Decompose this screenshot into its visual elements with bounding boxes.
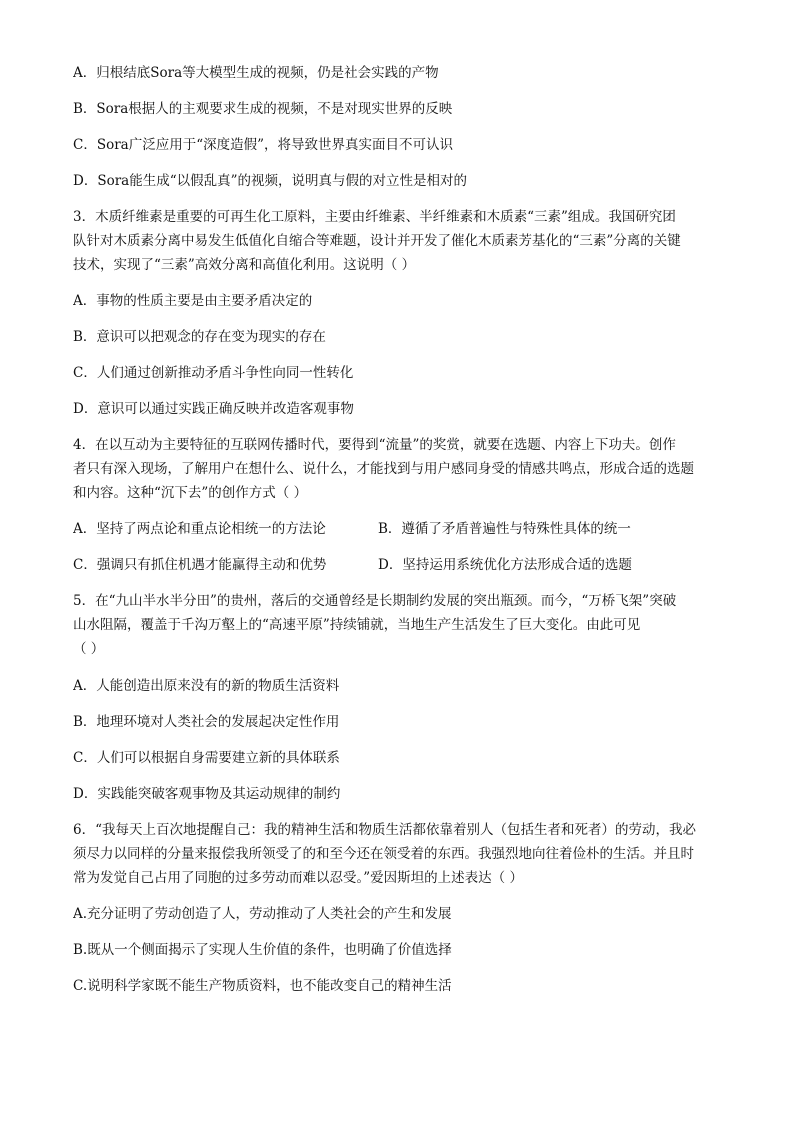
q5-option-a: A．人能创造出原来没有的新的物质生活资料 [73, 678, 340, 694]
q3-option-b: B．意识可以把观念的存在变为现实的存在 [73, 329, 326, 345]
q4-stem-line-2: 者只有深入现场，了解用户在想什么、说什么，才能找到与用户感同身受的情感共鸣点，形成合适的选题 [73, 461, 694, 477]
q3-option-c: C．人们通过创新推动矛盾斗争性向同一性转化 [73, 365, 354, 381]
q6-stem-line-2: 须尽力以同样的分量来报偿我所领受了的和至今还在领受着的东西。我强烈地向往着俭朴的生活。并且时 [73, 846, 694, 862]
q6-stem-line-3: 常为发觉自己占用了同胞的过多劳动而难以忍受。”爱因斯坦的上述表达（ ） [73, 870, 523, 886]
q6-option-a: A.充分证明了劳动创造了人，劳动推动了人类社会的产生和发展 [73, 906, 452, 922]
q3-option-d: D．意识可以通过实践正确反映并改造客观事物 [73, 401, 354, 417]
q3-option-a: A．事物的性质主要是由主要矛盾决定的 [73, 293, 313, 309]
q6-stem-line-1: 6．“我每天上百次地提醒自己：我的精神生活和物质生活都依靠着别人（包括生者和死者）的劳动，我必 [73, 822, 696, 838]
q5-option-c: C．人们可以根据自身需要建立新的具体联系 [73, 750, 340, 766]
q3-stem-line-3: 技术，实现了“三素”高效分离和高值化利用。这说明（ ） [73, 257, 416, 273]
q4-stem-line-1: 4．在以互动为主要特征的互联网传播时代，要得到“流量”的奖赏，就要在选题、内容上下功夫。创作 [73, 437, 676, 453]
q2-option-d: D．Sora能生成“以假乱真”的视频，说明真与假的对立性是相对的 [73, 173, 468, 189]
q3-stem-line-2: 队针对木质素分离中易发生低值化自缩合等难题，设计并开发了催化木质素芳基化的“三素”分离的关键 [73, 233, 681, 249]
q3-stem-line-1: 3．木质纤维素是重要的可再生化工原料，主要由纤维素、半纤维素和木质素“三素”组成。我国研究团 [73, 209, 676, 225]
q2-option-a: A．归根结底Sora等大模型生成的视频，仍是社会实践的产物 [73, 65, 439, 81]
q5-stem-line-1: 5．在“九山半水半分田”的贵州，落后的交通曾经是长期制约发展的突出瓶颈。而今，“万桥飞架”突破 [73, 593, 677, 609]
q4-option-d: D．坚持运用系统优化方法形成合适的选题 [378, 557, 632, 573]
q5-option-d: D．实践能突破客观事物及其运动规律的制约 [73, 786, 341, 802]
q2-option-c: C．Sora广泛应用于“深度造假”，将导致世界真实面目不可认识 [73, 137, 454, 153]
q4-option-a: A．坚持了两点论和重点论相统一的方法论 [73, 521, 326, 537]
q6-option-b: B.既从一个侧面揭示了实现人生价值的条件，也明确了价值选择 [73, 942, 452, 958]
q5-stem-line-2: 山水阻隔，覆盖于千沟万壑上的“高速平原”持续铺就，当地生产生活发生了巨大变化。由此可见 [73, 617, 641, 633]
q4-stem-line-3: 和内容。这种“沉下去”的创作方式（ ） [73, 485, 308, 501]
q4-option-c: C．强调只有抓住机遇才能赢得主动和优势 [73, 557, 327, 573]
q2-option-b: B．Sora根据人的主观要求生成的视频，不是对现实世界的反映 [73, 101, 453, 117]
q5-stem-line-3: （ ） [73, 641, 105, 657]
q6-option-c: C.说明科学家既不能生产物质资料，也不能改变自己的精神生活 [73, 978, 452, 994]
q5-option-b: B．地理环境对人类社会的发展起决定性作用 [73, 714, 340, 730]
q4-option-b: B．遵循了矛盾普遍性与特殊性具体的统一 [378, 521, 631, 537]
